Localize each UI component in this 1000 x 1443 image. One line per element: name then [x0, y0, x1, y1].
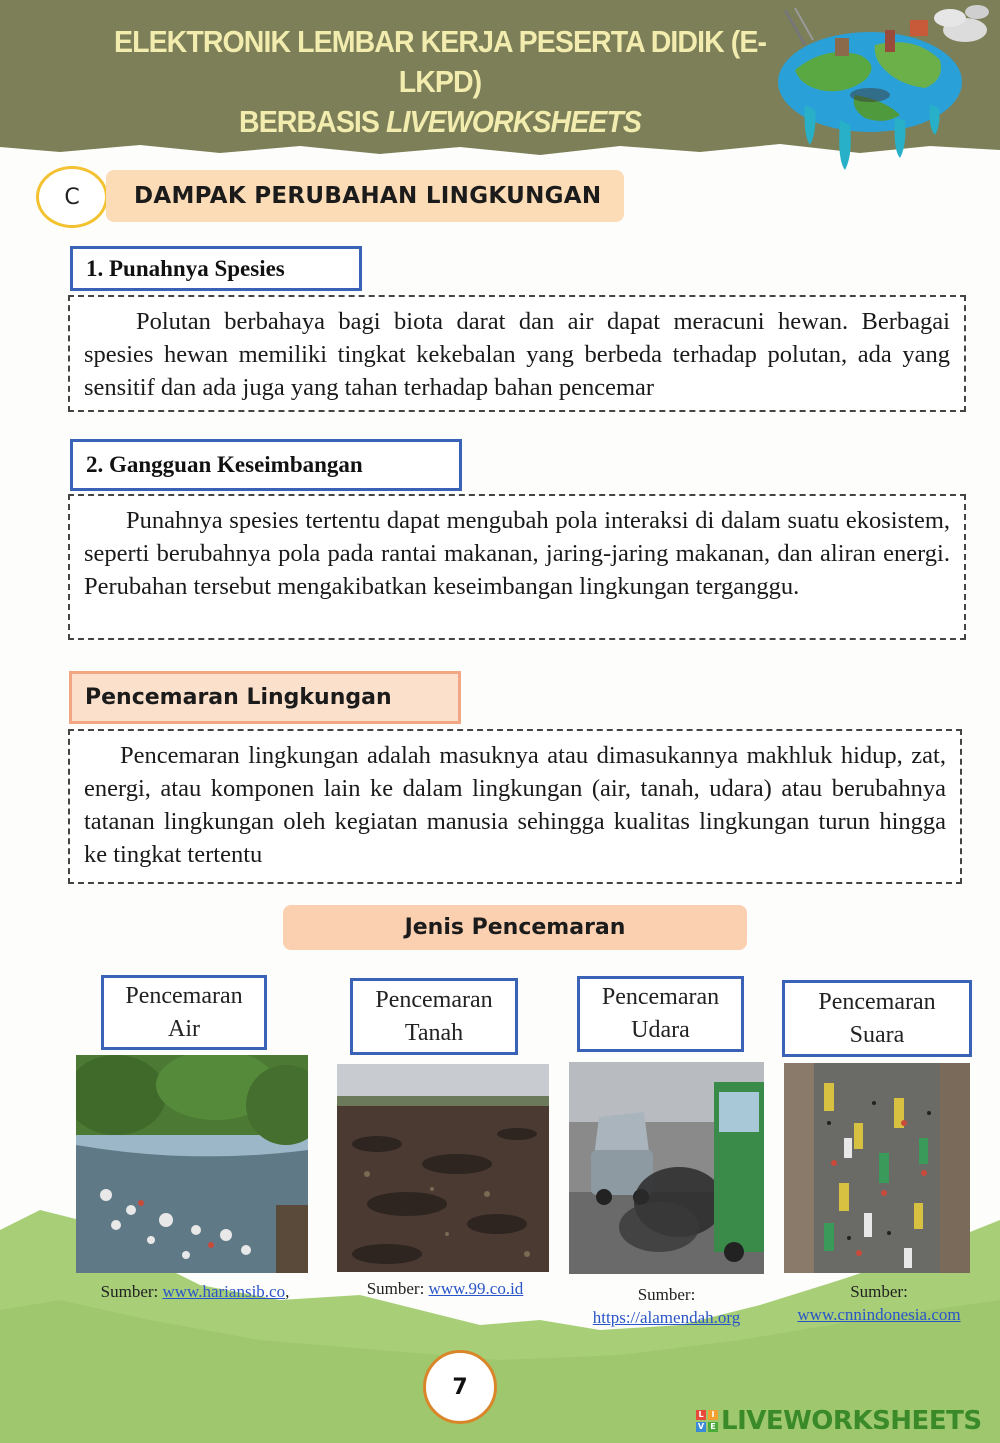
header-title-line2: BERBASIS LIVEWORKSHEETS: [239, 104, 641, 139]
source-pencemaran-suara: Sumber: www.cnnindonesia.com: [797, 1282, 961, 1324]
label-pencemaran-air: Pencemaran Air: [101, 975, 267, 1050]
source-pencemaran-udara: Sumber: https://alamendah.org: [592, 1285, 741, 1327]
source-pencemaran-air: Sumber: www.hariansib.co,: [100, 1282, 290, 1301]
page-number: 7: [423, 1350, 497, 1424]
label-pencemaran-tanah: Pencemaran Tanah: [350, 978, 518, 1055]
liveworksheets-logo: [696, 1402, 982, 1440]
source-link-air[interactable]: www.hariansib.co: [162, 1282, 286, 1301]
header-title-line1: ELEKTRONIK LEMBAR KERJA PESERTA DIDIK (E-LKPD): [113, 24, 767, 99]
liveworksheets-brand: LIVEWORKSHEETS: [721, 1406, 982, 1436]
label-pencemaran-udara: Pencemaran Udara: [577, 976, 744, 1052]
photo-noise-pollution: [784, 1063, 970, 1273]
heading-gangguan-keseimbangan: 2. Gangguan Keseimbangan: [70, 439, 462, 491]
heading-jenis-pencemaran: Jenis Pencemaran: [283, 905, 747, 950]
liveworksheets-logo-icon: L I V E: [696, 1410, 718, 1432]
source-link-tanah[interactable]: www.99.co.id: [428, 1279, 524, 1298]
polluted-globe-illustration: [765, 0, 990, 175]
paragraph-gangguan-keseimbangan: Punahnya spesies tertentu dapat mengubah pola interaksi di dalam suatu ekosistem, seperti berubahnya pola pada rantai makanan, jaring-jaring makanan, dan aliran energi. Perubahan tersebut mengakibatkan keseimbangan lingkungan terganggu.: [68, 494, 966, 640]
source-link-udara[interactable]: https://alamendah.org: [592, 1308, 741, 1327]
photo-soil-pollution: [337, 1064, 549, 1272]
photo-air-pollution: [569, 1062, 764, 1274]
section-title: DAMPAK PERUBAHAN LINGKUNGAN: [106, 170, 624, 222]
source-link-suara[interactable]: www.cnnindonesia.com: [797, 1305, 961, 1324]
label-pencemaran-suara: Pencemaran Suara: [782, 980, 972, 1057]
photo-water-pollution: [76, 1055, 308, 1273]
heading-punahnya-spesies: 1. Punahnya Spesies: [70, 246, 362, 291]
smoke-cloud: [934, 5, 989, 42]
header-title: [90, 22, 789, 142]
heading-pencemaran-lingkungan: Pencemaran Lingkungan: [69, 671, 461, 724]
paragraph-punahnya-spesies: Polutan berbahaya bagi biota darat dan air dapat meracuni hewan. Berbagai spesies hewan memiliki tingkat kekebalan yang berbeda terhadap polutan, ada yang sensitif dan ada juga yang tahan terhadap bahan pencemar: [68, 295, 966, 412]
paragraph-pencemaran-lingkungan: Pencemaran lingkungan adalah masuknya atau dimasukannya makhluk hidup, zat, energi, atau komponen lain ke dalam lingkungan (air, tanah, udara) atau berubahnya tatanan lingkungan oleh kegiatan manusia sehingga kualitas lingkungan turun hingga ke tingkat tertentu: [68, 729, 962, 884]
source-pencemaran-tanah: Sumber: www.99.co.id: [366, 1279, 524, 1298]
section-letter-badge: C: [36, 166, 108, 228]
